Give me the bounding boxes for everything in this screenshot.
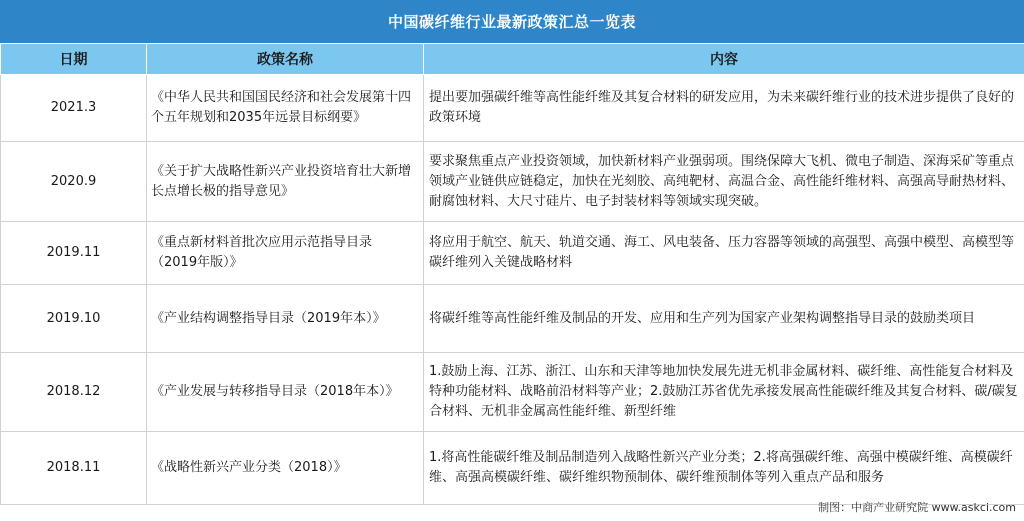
table-row: [1, 353, 1024, 432]
cell-date: 2019.11: [1, 222, 147, 285]
column-header-content: 内容: [424, 44, 1024, 75]
cell-policy-name: 《重点新材料首批次应用示范指导目录（2019年版）》: [147, 222, 424, 285]
table-row: [1, 222, 1024, 285]
cell-content: 提出要加强碳纤维等高性能纤维及其复合材料的研发应用，为未来碳纤维行业的技术进步提供了良好的政策环境: [424, 75, 1024, 142]
header-row: [1, 44, 1024, 75]
table-title: 中国碳纤维行业最新政策汇总一览表: [0, 0, 1024, 43]
column-header-date: 日期: [1, 44, 147, 75]
cell-date: 2020.9: [1, 142, 147, 222]
cell-content: 1.鼓励上海、江苏、浙江、山东和天津等地加快发展先进无机非金属材料、碳纤维、高性能复合材料及特种功能材料、战略前沿材料等产业；2.鼓励江苏省优先承接发展高性能碳纤维及其复合材料、碳/碳复合材料、无机非金属高性能纤维、新型纤维: [424, 353, 1024, 432]
cell-policy-name: 《关于扩大战略性新兴产业投资培育壮大新增长点增长极的指导意见》: [147, 142, 424, 222]
cell-policy-name: 《战略性新兴产业分类（2018）》: [147, 432, 424, 505]
cell-policy-name: 《中华人民共和国国民经济和社会发展第十四个五年规划和2035年远景目标纲要》: [147, 75, 424, 142]
source-footer: 制图：中商产业研究院 www.askci.com: [818, 501, 1016, 514]
cell-date: 2021.3: [1, 75, 147, 142]
table-row: [1, 285, 1024, 353]
policy-table: [0, 43, 1024, 505]
cell-content: 1.将高性能碳纤维及制品制造列入战略性新兴产业分类；2.将高强碳纤维、高强中模碳纤维、高模碳纤维、高强高模碳纤维、碳纤维织物预制体、碳纤维预制体等列入重点产品和服务: [424, 432, 1024, 505]
cell-policy-name: 《产业发展与转移指导目录（2018年本）》: [147, 353, 424, 432]
cell-content: 要求聚焦重点产业投资领域，加快新材料产业强弱项。围绕保障大飞机、微电子制造、深海采矿等重点领域产业链供应链稳定，加快在光刻胶、高纯靶材、高温合金、高性能纤维材料、高强高导耐热材料、耐腐蚀材料、大尺寸硅片、电子封装材料等领域实现突破。: [424, 142, 1024, 222]
cell-date: 2018.12: [1, 353, 147, 432]
cell-date: 2019.10: [1, 285, 147, 353]
column-header-name: 政策名称: [147, 44, 424, 75]
table-row: [1, 142, 1024, 222]
cell-policy-name: 《产业结构调整指导目录（2019年本）》: [147, 285, 424, 353]
cell-content: 将应用于航空、航天、轨道交通、海工、风电装备、压力容器等领域的高强型、高强中模型、高模型等碳纤维列入关键战略材料: [424, 222, 1024, 285]
table-row: [1, 432, 1024, 505]
cell-content: 将碳纤维等高性能纤维及制品的开发、应用和生产列为国家产业架构调整指导目录的鼓励类项目: [424, 285, 1024, 353]
table-row: [1, 75, 1024, 142]
cell-date: 2018.11: [1, 432, 147, 505]
